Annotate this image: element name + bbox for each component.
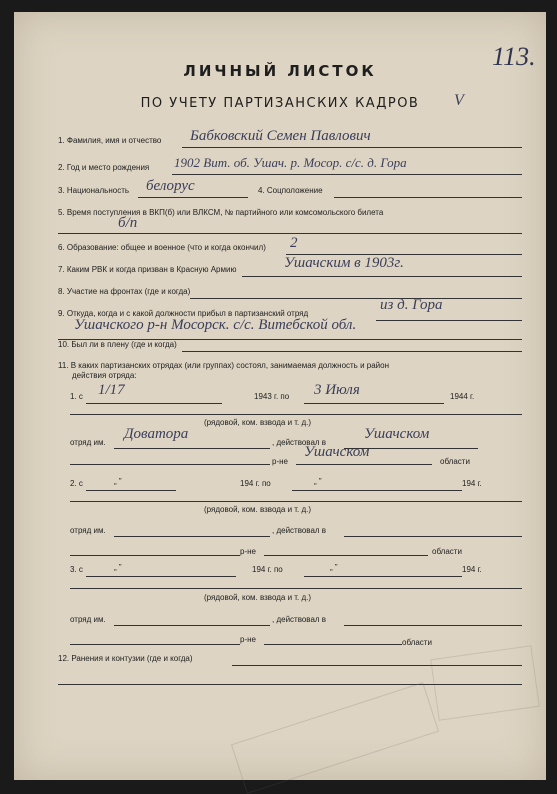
period-1-role-caption: (рядовой, ком. взвода и т. д.) bbox=[204, 418, 312, 427]
period-2-acted-label: , действовал в bbox=[272, 526, 327, 535]
sheet-number: 113. bbox=[492, 42, 536, 71]
period-1-from: 1/17 bbox=[98, 382, 125, 398]
period-2-to-quote: „ ” bbox=[314, 477, 322, 486]
field-2-value: 1902 Вит. об. Ушач. р. Мосор. с/с. д. Гора bbox=[174, 155, 407, 170]
field-9-label: 9. Откуда, когда и с какой должности прибыл в партизанский отряд bbox=[58, 309, 309, 318]
period-2-number: 2. с bbox=[70, 479, 83, 488]
field-11-label: 11. В каких партизанских отрядах (или группах) состоял, занимаемая должность и район bbox=[58, 361, 389, 370]
period-1-rayon-label: р-не bbox=[272, 457, 288, 466]
period-1-number: 1. с bbox=[70, 392, 83, 401]
field-12-label: 12. Ранения и контузии (где и когда) bbox=[58, 654, 193, 663]
period-3-year-from: 194 г. по bbox=[252, 565, 283, 574]
period-2-oblast-label: области bbox=[432, 547, 462, 556]
field-6-value: 2 bbox=[290, 235, 298, 251]
document-title: ЛИЧНЫЙ ЛИСТОК bbox=[183, 62, 377, 80]
period-1-to: 3 Июля bbox=[314, 382, 360, 398]
field-3-value: белорус bbox=[146, 178, 195, 194]
field-2-label: 2. Год и место рождения bbox=[58, 163, 150, 172]
period-2-rayon-label: р-не bbox=[240, 547, 256, 556]
period-3-to-quote: „ ” bbox=[330, 563, 338, 572]
period-2-year-from: 194 г. по bbox=[240, 479, 271, 488]
period-1-otryad-label: отряд им. bbox=[70, 438, 106, 447]
period-3-role-caption: (рядовой, ком. взвода и т. д.) bbox=[204, 593, 312, 602]
period-3-otryad-label: отряд им. bbox=[70, 615, 106, 624]
field-11-label-continued: действия отряда: bbox=[72, 371, 137, 380]
field-1-label: 1. Фамилия, имя и отчество bbox=[58, 136, 162, 145]
period-3-oblast-label: области bbox=[402, 638, 432, 647]
faint-stamp bbox=[231, 682, 439, 794]
field-8-label: 8. Участие на фронтах (где и когда) bbox=[58, 287, 191, 296]
field-7-value: Ушачским в 1903г. bbox=[284, 255, 404, 271]
period-2-from-quote: „ ” bbox=[114, 477, 122, 486]
field-3-label: 3. Национальность bbox=[58, 186, 130, 195]
period-1-otryad-value: Доватора bbox=[124, 426, 189, 442]
document-sheet bbox=[14, 12, 546, 780]
period-3-rayon-label: р-не bbox=[240, 635, 256, 644]
period-3-year-to: 194 г. bbox=[462, 565, 482, 574]
period-1-rayon-value: Ушачском bbox=[304, 444, 370, 460]
field-7-label: 7. Каким РВК и когда призван в Красную Армию bbox=[58, 265, 237, 274]
period-1-acted-label: , действовал в bbox=[272, 438, 327, 447]
field-5-value: б/п bbox=[118, 215, 138, 231]
period-1-oblast-label: области bbox=[440, 457, 470, 466]
period-1-year-from: 1943 г. по bbox=[254, 392, 290, 401]
field-9-value: из д. Гора bbox=[380, 297, 443, 313]
document-subtitle: ПО УЧЕТУ ПАРТИЗАНСКИХ КАДРОВ bbox=[140, 96, 420, 111]
period-3-from-quote: „ ” bbox=[114, 563, 122, 572]
period-2-year-to: 194 г. bbox=[462, 479, 482, 488]
period-1-year-to: 1944 г. bbox=[450, 392, 475, 401]
field-1-value: Бабковский Семен Павлович bbox=[190, 128, 371, 144]
period-2-role-caption: (рядовой, ком. взвода и т. д.) bbox=[204, 505, 312, 514]
field-6-label: 6. Образование: общее и военное (что и когда окончил) bbox=[58, 243, 266, 252]
period-3-number: 3. с bbox=[70, 565, 83, 574]
field-10-label: 10. Был ли в плену (где и когда) bbox=[58, 340, 177, 349]
faint-stamp-corner bbox=[430, 645, 540, 721]
period-2-otryad-label: отряд им. bbox=[70, 526, 106, 535]
period-3-acted-label: , действовал в bbox=[272, 615, 327, 624]
field-4-label: 4. Соцположение bbox=[258, 186, 323, 195]
check-mark: V bbox=[454, 92, 464, 109]
period-1-acted-value: Ушачском bbox=[364, 426, 430, 442]
field-5-label: 5. Время поступления в ВКП(б) или ВЛКСМ, № партийного или комсомольского билета bbox=[58, 208, 384, 217]
field-9-value-continued: Ушачского р-н Мосорск. с/с. Витебской обл. bbox=[74, 317, 357, 333]
